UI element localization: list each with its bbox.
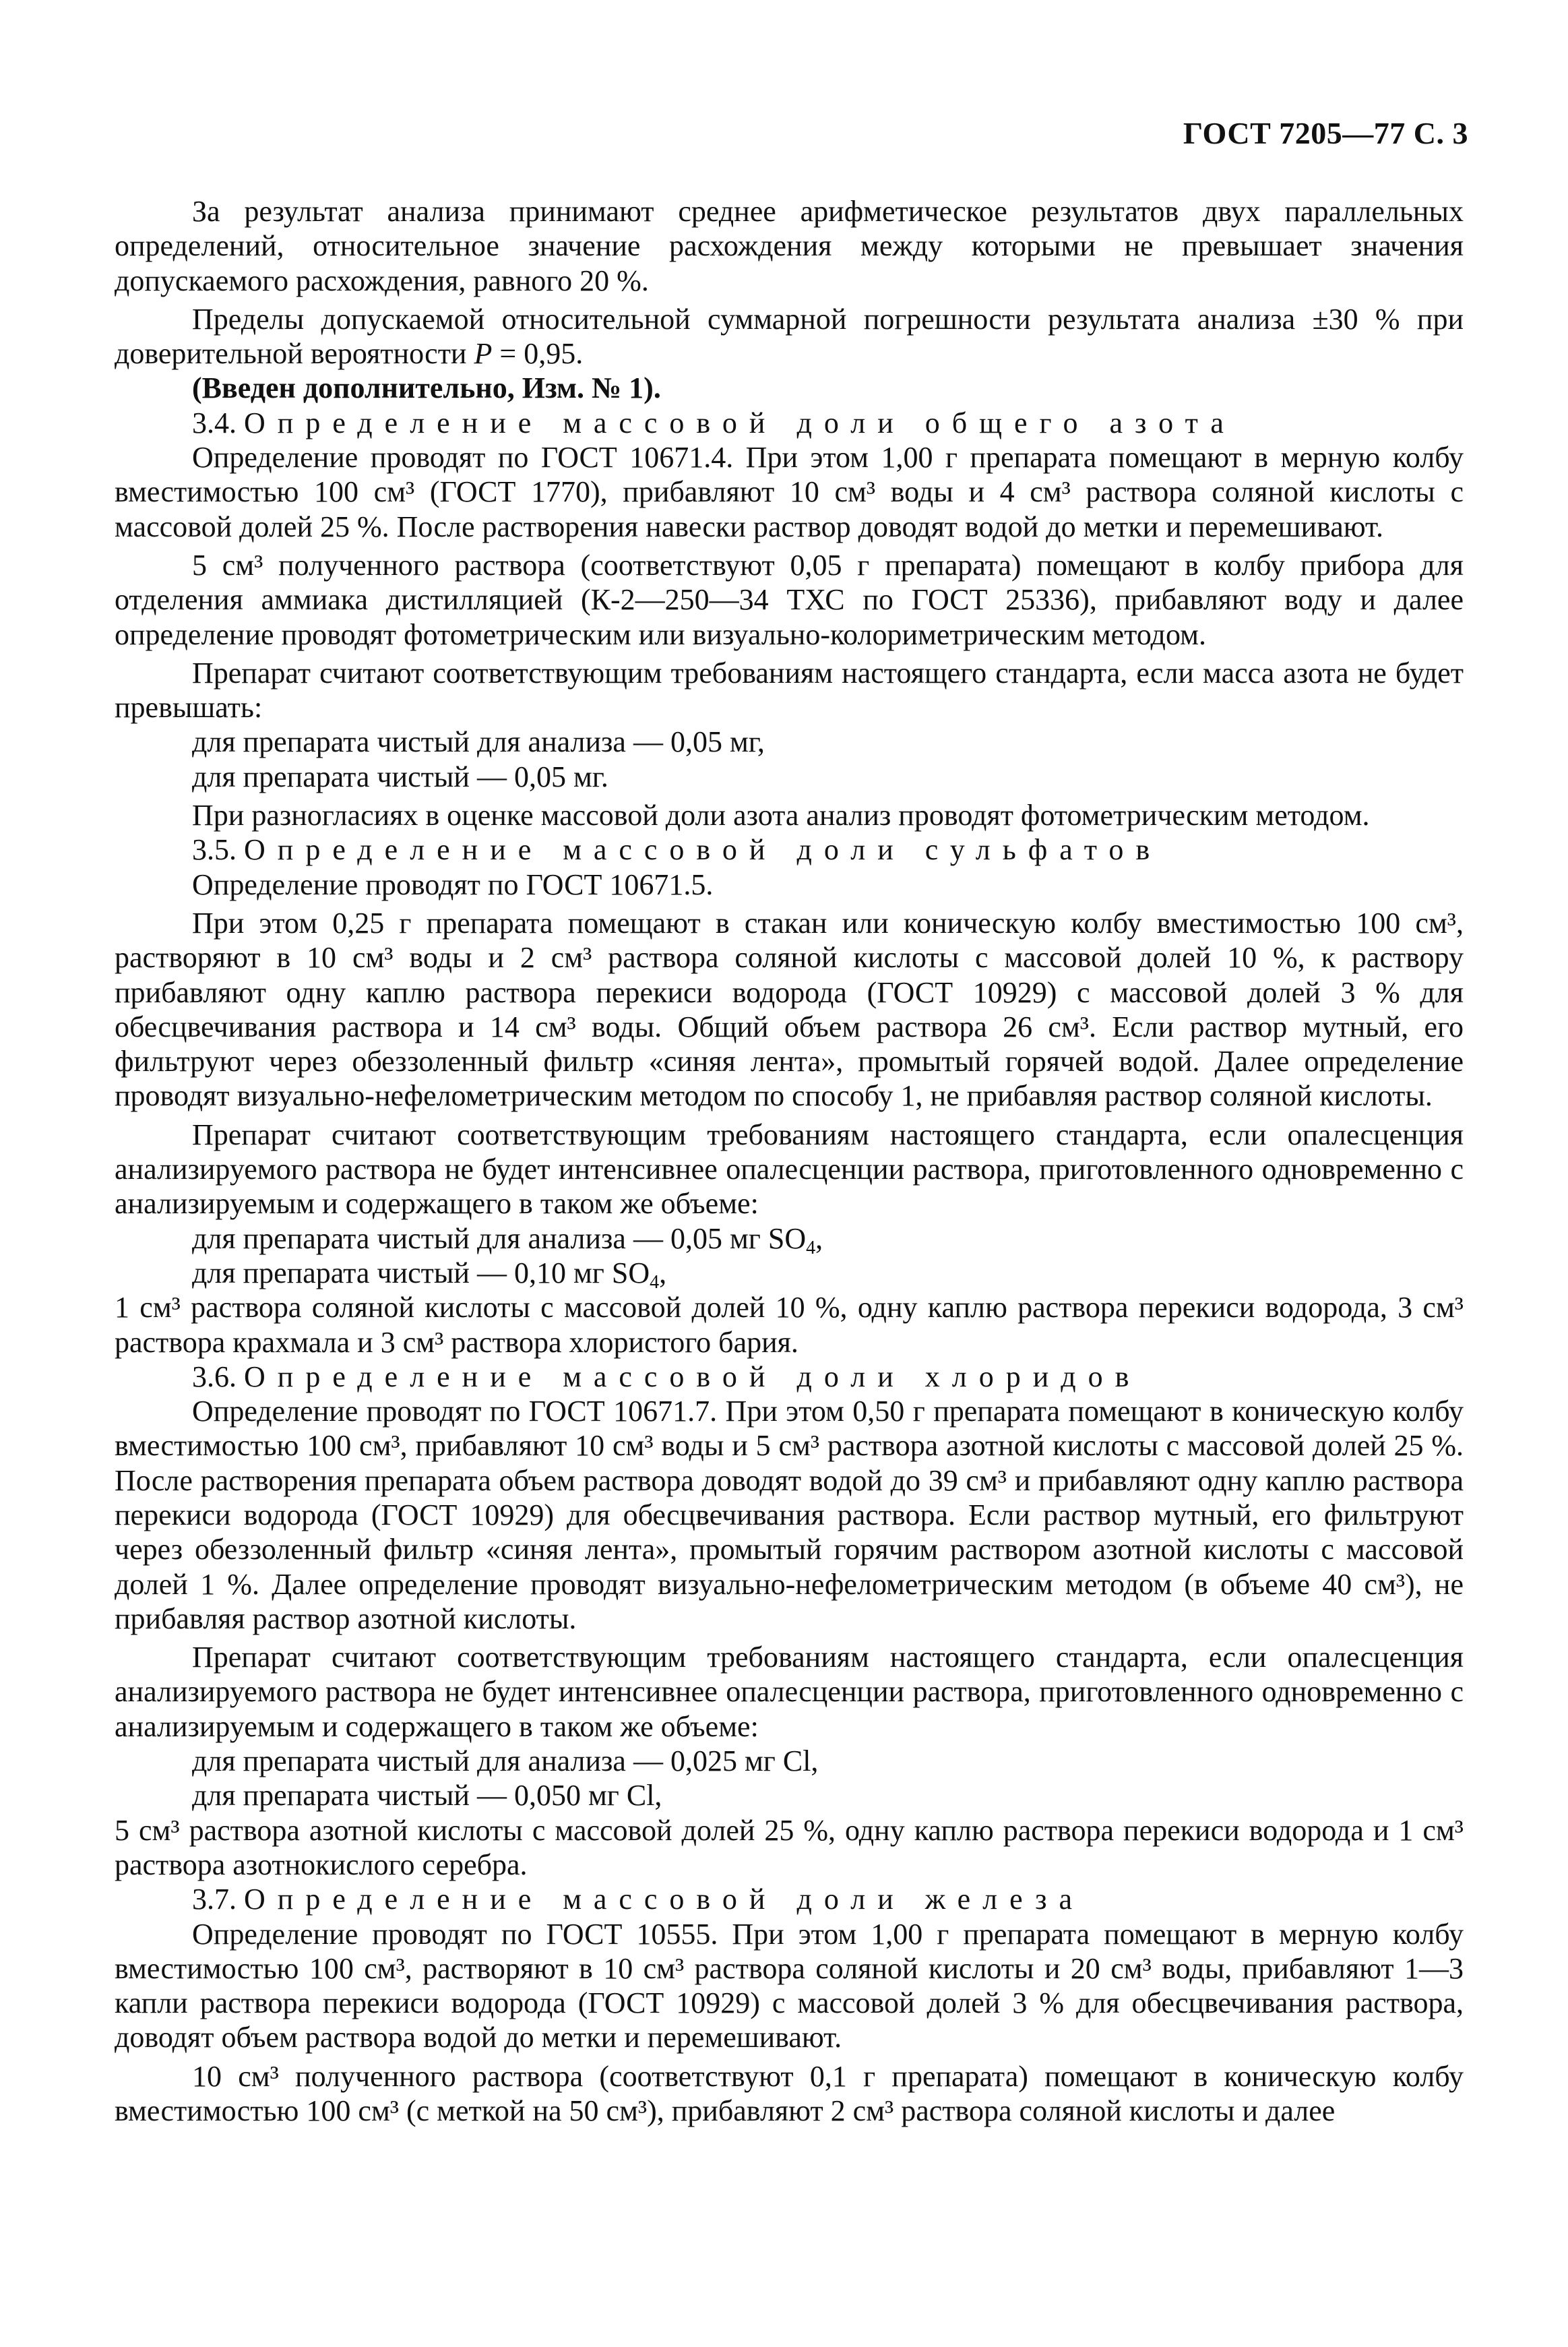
paragraph: 5 см³ полученного раствора (соответствуют 0,05 г препарата) помещают в колбу прибора для отделения аммиака дистилляцией (К-2—250—34 ТХС по ГОСТ 25336), прибавляют воду и далее определение проводят фотометрическим или визуально-колориметрическим методом. xyxy=(115,548,1464,651)
text: , xyxy=(815,1221,823,1255)
paragraph: Определение проводят по ГОСТ 10671.7. При этом 0,50 г препарата помещают в коническую колбу вместимостью 100 см³, прибавляют 10 см³ воды и 5 см³ раствора азотной кислоты с массовой долей 25 %. После растворения препарата объем раствора доводят водой до 39 см³ и прибавляют одну каплю раствора перекиси водорода (ГОСТ 10929) для обесцвечивания раствора. Если раствор мутный, его фильтруют через обеззоленный фильтр «синяя лента», промытый горячим раствором азотной кислоты с массовой долей 1 %. Далее определение проводят визуально-нефелометрическим методом (в объеме 40 см³), не прибавляя раствор азотной кислоты. xyxy=(115,1395,1464,1635)
paragraph: Препарат считают соответствующим требованиям настоящего стандарта, если опалесценция анализируемого раствора не будет интенсивнее опалесценции раствора, приготовленного одновременно с анализируемым и содержащего в таком же объеме: xyxy=(115,1641,1464,1743)
document-body xyxy=(115,194,1464,2128)
list-item xyxy=(115,1256,1464,1293)
section-number: 3.4. xyxy=(192,406,237,439)
text: для препарата чистый — 0,10 мг SO xyxy=(192,1256,650,1289)
section-title: Определение массовой доли сульфатов xyxy=(244,833,1162,867)
paragraph: При разногласиях в оценке массовой доли азота анализ проводят фотометрическим методом. xyxy=(192,799,1370,832)
section-heading xyxy=(115,1360,1464,1394)
section-number: 3.6. xyxy=(192,1360,237,1393)
text: для препарата чистый для анализа — 0,05 мг SO xyxy=(192,1221,807,1255)
text: Пределы допускаемой относительной суммарной погрешности результата анализа ±30 % при доверительной вероятности xyxy=(115,302,1464,371)
paragraph: 10 см³ полученного раствора (соответствуют 0,1 г препарата) помещают в коническую колбу вместимостью 100 см³ (с меткой на 50 см³), прибавляют 2 см³ раствора соляной кислоты и далее xyxy=(115,2059,1464,2128)
text: = 0,95. xyxy=(492,337,584,371)
section-title: Определение массовой доли общего азота xyxy=(244,406,1236,439)
paragraph: Препарат считают соответствующим требованиям настоящего стандарта, если опалесценция анализируемого раствора не будет интенсивнее опалесценции раствора, приготовленного одновременно с анализируемым и содержащего в таком же объеме: xyxy=(115,1118,1464,1221)
paragraph: Определение проводят по ГОСТ 10555. При этом 1,00 г препарата помещают в мерную колбу вместимостью 100 см³, растворяют в 10 см³ раствора соляной кислоты и 20 см³ воды, прибавляют 1—3 капли раствора перекиси водорода (ГОСТ 10929) с массовой долей 3 % для обесцвечивания раствора, доводят объем раствора водой до метки и перемешивают. xyxy=(115,1917,1464,2054)
section-title: Определение массовой доли хлоридов xyxy=(244,1360,1141,1393)
section-heading xyxy=(115,832,1464,867)
section-heading xyxy=(115,406,1464,440)
paragraph: 1 см³ раствора соляной кислоты с массовой долей 10 %, одну каплю раствора перекиси водорода, 3 см³ раствора крахмала и 3 см³ раствора хлористого бария. xyxy=(115,1291,1464,1359)
section-number: 3.7. xyxy=(192,1883,237,1916)
text: , xyxy=(659,1256,667,1289)
paragraph: Определение проводят по ГОСТ 10671.4. При этом 1,00 г препарата помещают в мерную колбу вместимостью 100 см³ (ГОСТ 1770), прибавляют 10 см³ воды и 4 см³ раствора соляной кислоты с массовой долей 25 %. После растворения навески раствор доводят водой до метки и перемешивают. xyxy=(115,441,1464,543)
list-item: для препарата чистый — 0,05 мг. xyxy=(192,760,608,793)
list-item: для препарата чистый — 0,050 мг Cl, xyxy=(192,1779,662,1812)
paragraph: За результат анализа принимают среднее арифметическое результатов двух параллельных определений, относительное значение расхождения между которыми не превышает значения допускаемого расхождения, равного 20 %. xyxy=(115,195,1464,297)
paragraph: Определение проводят по ГОСТ 10671.5. xyxy=(192,867,714,901)
subscript: 4 xyxy=(650,1271,660,1293)
amendment-note xyxy=(115,371,1464,405)
paragraph: 5 см³ раствора азотной кислоты с массовой долей 25 %, одну каплю раствора перекиси водорода и 1 см³ раствора азотнокислого серебра. xyxy=(115,1813,1464,1881)
subscript: 4 xyxy=(806,1237,816,1258)
paragraph xyxy=(115,302,1464,371)
text-italic: P xyxy=(474,337,493,371)
paragraph: При этом 0,25 г препарата помещают в стакан или коническую колбу вместимостью 100 см³, растворяют в 10 см³ воды и 2 см³ раствора соляной кислоты с массовой долей 10 %, к раствору прибавляют одну каплю раствора перекиси водорода (ГОСТ 10929) с массовой долей 3 % для обесцвечивания раствора и 14 см³ воды. Общий объем раствора 26 см³. Если раствор мутный, его фильтруют через обеззоленный фильтр «синяя лента», промытый горячей водой. Далее определение проводят визуально-нефелометрическим методом по способу 1, не прибавляя раствор соляной кислоты. xyxy=(115,906,1464,1113)
paragraph: Препарат считают соответствующим требованиям настоящего стандарта, если масса азота не будет превышать: xyxy=(115,656,1464,725)
section-heading xyxy=(115,1882,1464,1916)
list-item: для препарата чистый для анализа — 0,025 мг Cl, xyxy=(192,1744,819,1778)
section-title: Определение массовой доли железа xyxy=(244,1883,1085,1916)
list-item xyxy=(115,1221,1464,1256)
page-header: ГОСТ 7205—77 С. 3 xyxy=(1183,116,1468,150)
section-number: 3.5. xyxy=(192,833,237,867)
text-bold: (Введен дополнительно, Изм. № 1). xyxy=(192,371,661,405)
list-item: для препарата чистый для анализа — 0,05 мг, xyxy=(192,725,765,759)
